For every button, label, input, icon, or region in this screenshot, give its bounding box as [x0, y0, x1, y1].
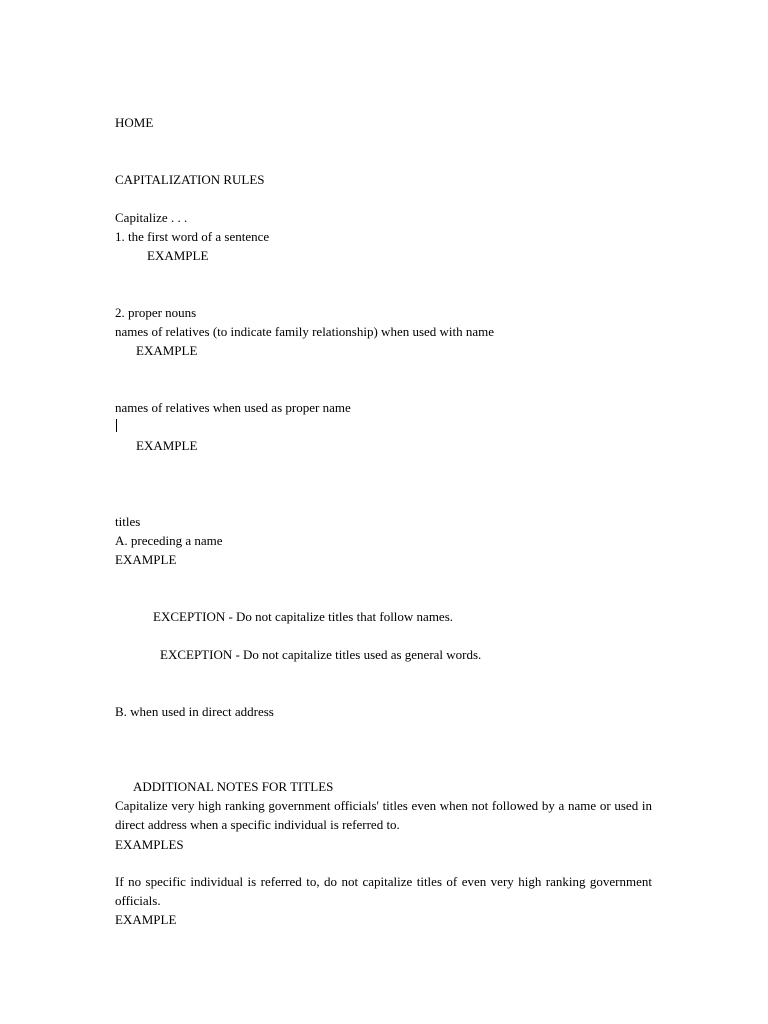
relatives-proper-rule: names of relatives when used as proper name: [115, 400, 351, 415]
titles-rule-b: B. when used in direct address: [115, 704, 274, 719]
capitalize-intro: Capitalize . . .: [115, 210, 188, 225]
titles-rule-a: A. preceding a name: [115, 533, 223, 548]
example-label: EXAMPLE: [115, 912, 177, 927]
rule-2: 2. proper nouns: [115, 305, 197, 320]
titles-heading: titles: [115, 514, 141, 529]
rule-1: 1. the first word of a sentence: [115, 229, 270, 244]
example-label: EXAMPLE: [136, 438, 198, 453]
home-link[interactable]: HOME: [115, 115, 154, 130]
high-ranking-paragraph: Capitalize very high ranking government officials' titles even when not followed by a name or used in direct address when a specific individual is referred to.: [115, 798, 652, 832]
exception-general-words: EXCEPTION - Do not capitalize titles used as general words.: [160, 647, 482, 662]
example-label: EXAMPLE: [115, 552, 177, 567]
relatives-family-rule: names of relatives (to indicate family relationship) when used with name: [115, 324, 495, 339]
page-title: CAPITALIZATION RULES: [115, 172, 265, 187]
no-specific-paragraph: If no specific individual is referred to, do not capitalize titles of even very high ranking government officials.: [115, 874, 652, 908]
additional-notes-heading: ADDITIONAL NOTES FOR TITLES: [133, 779, 334, 794]
example-label: EXAMPLE: [136, 343, 198, 358]
text-cursor: [116, 419, 117, 432]
example-label: EXAMPLE: [147, 248, 209, 263]
examples-label: EXAMPLES: [115, 837, 184, 852]
exception-follow-names: EXCEPTION - Do not capitalize titles that follow names.: [153, 609, 454, 624]
